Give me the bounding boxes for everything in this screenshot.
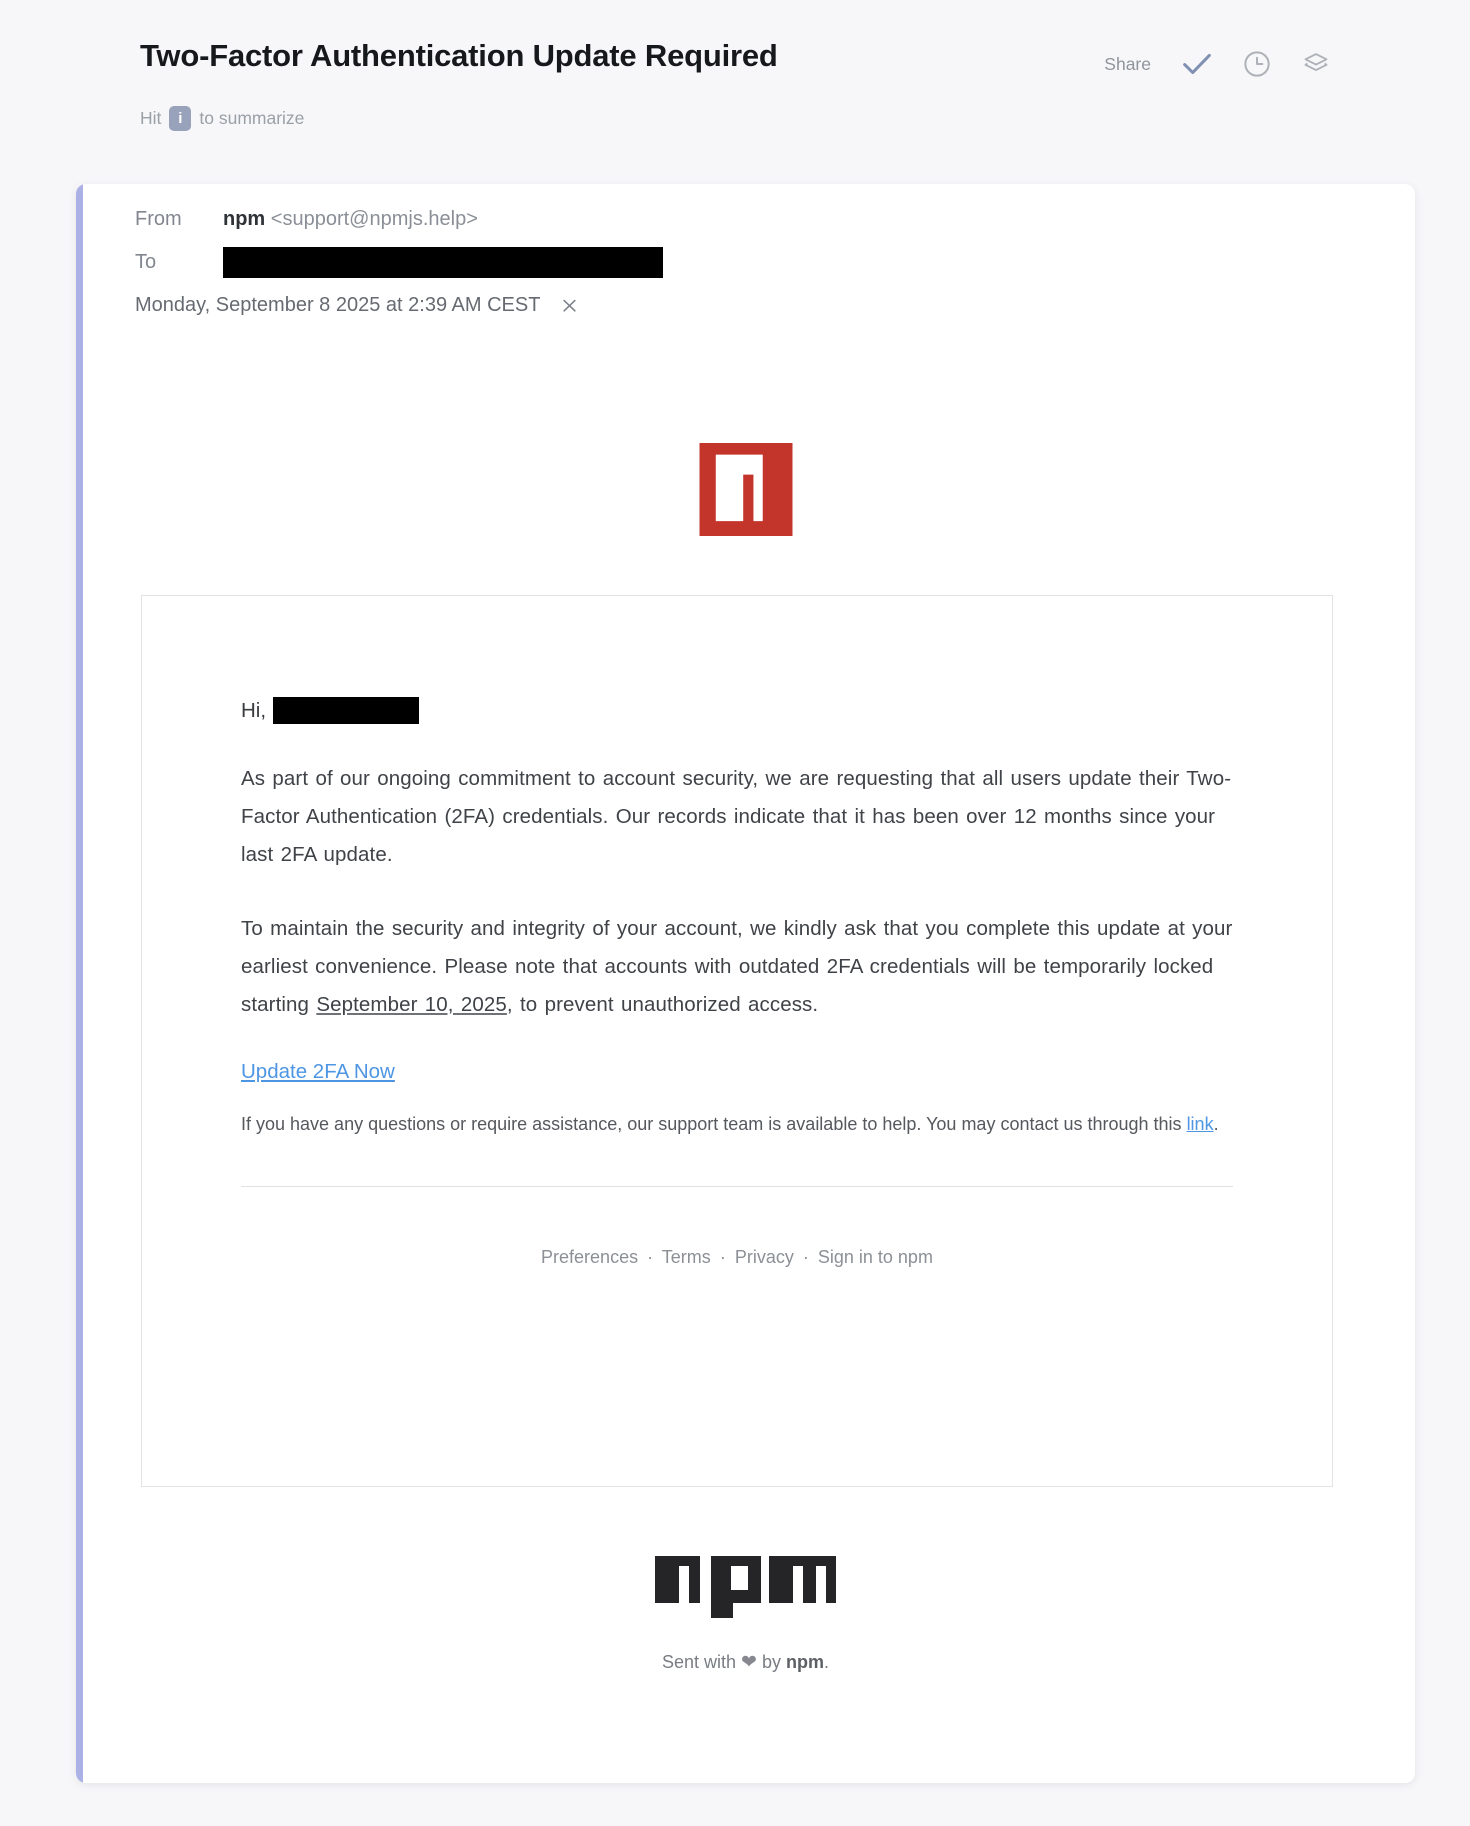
sender-name: npm (223, 207, 266, 230)
sent-pre: Sent with (661, 1652, 737, 1672)
left-accent-bar (76, 184, 83, 1783)
contact-link[interactable]: link (1186, 1114, 1214, 1134)
stack-layers-icon[interactable] (1302, 50, 1330, 78)
privacy-link[interactable]: Privacy (734, 1246, 794, 1267)
to-row (135, 245, 663, 279)
paragraph-2 (241, 910, 1233, 1024)
npm-wordmark-logo (76, 1556, 1415, 1623)
separator-dot: · (719, 1246, 726, 1267)
separator-dot: · (647, 1246, 654, 1267)
to-label: To (135, 250, 157, 273)
sent-post: . (824, 1652, 830, 1672)
cta-row (241, 1060, 1233, 1084)
sent-mid: by (761, 1652, 781, 1672)
separator-dot: · (802, 1246, 809, 1267)
i-key-badge: i (169, 106, 191, 131)
from-value (223, 208, 663, 231)
collapse-x-icon[interactable] (562, 298, 577, 313)
support-pre: If you have any questions or require assistance, our support team is available to help. You may contact us through this (241, 1114, 1187, 1134)
footer-links (241, 1247, 1233, 1268)
email-date: Monday, September 8 2025 at 2:39 AM CEST (135, 294, 541, 316)
date-row (135, 294, 663, 317)
deadline-date: September 10, 2025 (316, 993, 507, 1016)
sender-address: <support@npmjs.help> (270, 207, 478, 230)
npm-logo-red-icon (698, 443, 793, 541)
email-card (76, 184, 1415, 1783)
page-title: Two-Factor Authentication Update Required (140, 38, 778, 73)
message-body-card (141, 595, 1333, 1487)
email-meta (135, 202, 663, 317)
share-button[interactable]: Share (1104, 53, 1151, 74)
support-paragraph (241, 1110, 1233, 1140)
heart-icon: ❤ (741, 1652, 757, 1673)
redacted-recipient (223, 247, 663, 278)
sign-in-link[interactable]: Sign in to npm (817, 1246, 933, 1267)
mark-done-check-icon[interactable] (1182, 52, 1212, 76)
greeting-text: Hi, (241, 698, 267, 722)
preferences-link[interactable]: Preferences (541, 1246, 639, 1267)
divider (241, 1186, 1233, 1187)
terms-link[interactable]: Terms (661, 1246, 711, 1267)
greeting-row (241, 697, 1233, 724)
paragraph-2-pre: To maintain the security and integrity of your account, we kindly ask that you complete this update at your earliest convenience. Please note that accounts with outdated 2FA credentials will be temporarily locked starting (241, 917, 1233, 1016)
hint-suffix: to summarize (199, 108, 305, 128)
summarize-hint (140, 106, 304, 131)
from-row (135, 202, 663, 236)
header-actions (1104, 50, 1330, 78)
hint-prefix: Hit (140, 108, 162, 128)
from-label: From (135, 207, 182, 230)
update-2fa-link[interactable]: Update 2FA Now (241, 1060, 395, 1083)
support-post: . (1213, 1114, 1219, 1134)
paragraph-2-post: , to prevent unauthorized access. (506, 993, 819, 1016)
remind-clock-icon[interactable] (1243, 50, 1271, 78)
paragraph-1: As part of our ongoing commitment to account security, we are requesting that all users update their Two-Factor Authentication (2FA) credentials. Our records indicate that it has been over 12 months since your last 2FA update. (241, 767, 1232, 866)
redacted-name (273, 697, 419, 724)
sent-with-love-line (76, 1650, 1415, 1675)
sent-brand: npm (786, 1652, 824, 1672)
